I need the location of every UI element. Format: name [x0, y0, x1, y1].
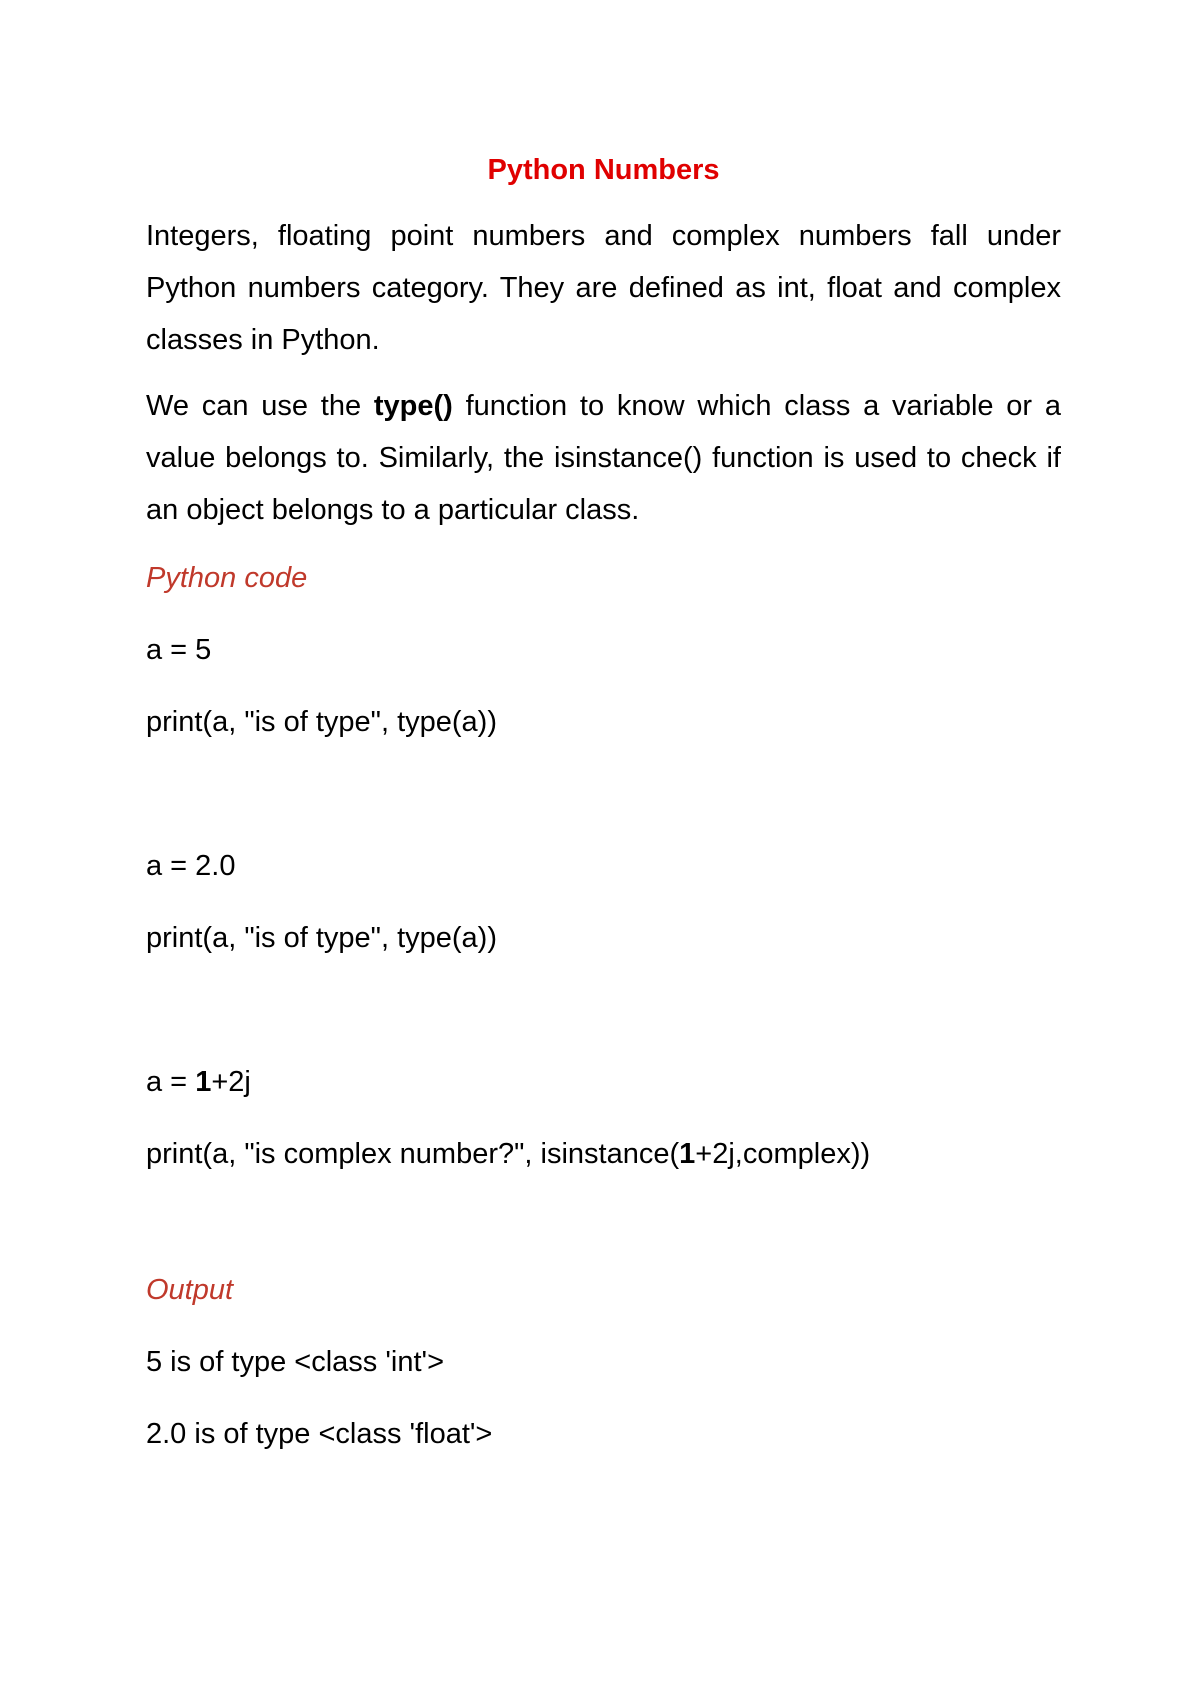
paragraph-text-start: We can use the — [146, 390, 374, 422]
code-line-print-float: print(a, "is of type", type(a)) — [146, 922, 497, 954]
blank-line — [146, 988, 1061, 1060]
blank-line — [146, 772, 1061, 844]
output-section-heading: Output — [146, 1274, 234, 1306]
type-function-keyword: type() — [373, 390, 453, 422]
code-section-heading: Python code — [146, 562, 308, 594]
type-function-paragraph — [146, 380, 1061, 536]
output-line-int: 5 is of type <class 'int'> — [146, 1346, 445, 1378]
output-line-float: 2.0 is of type <class 'float'> — [146, 1418, 493, 1450]
code-text: a = — [146, 1066, 196, 1098]
code-bold-digit: 1 — [679, 1138, 696, 1170]
code-line-assign-complex — [146, 1060, 1061, 1104]
code-line-assign-float: a = 2.0 — [146, 850, 236, 882]
code-bold-digit: 1 — [195, 1066, 212, 1098]
paragraph-text-end: function to know which class a variable or a value belongs to. Similarly, the isinstance() function is used to check if an object belongs to a particular class. — [146, 390, 1061, 526]
code-line-assign-int: a = 5 — [146, 634, 212, 666]
document-body — [146, 150, 1061, 1484]
code-line-print-int: print(a, "is of type", type(a)) — [146, 706, 497, 738]
code-text: print(a, "is complex number?", isinstance( — [146, 1138, 680, 1170]
intro-paragraph: Integers, floating point numbers and complex numbers fall under Python numbers category. They are defined as int, float and complex classes in Python. — [146, 220, 1061, 356]
page-title: Python Numbers — [487, 154, 720, 186]
code-text: +2j,complex)) — [695, 1138, 871, 1170]
code-line-print-complex — [146, 1132, 1061, 1176]
blank-line — [146, 1204, 1061, 1248]
code-text: +2j — [211, 1066, 251, 1098]
